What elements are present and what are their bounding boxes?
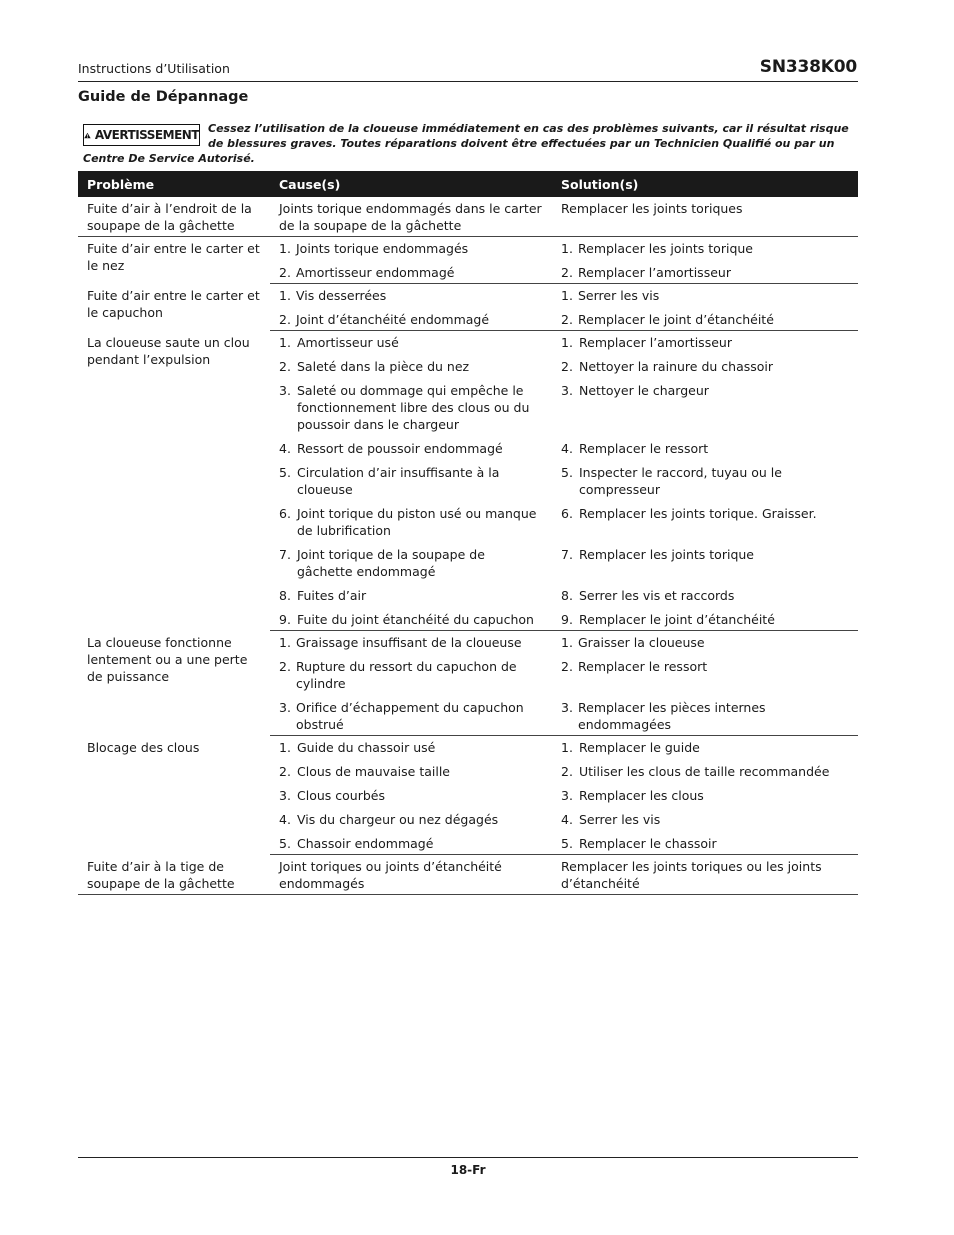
solution-cell xyxy=(552,503,858,544)
solution-item xyxy=(561,835,849,852)
cause-text: Saleté dans la pièce du nez xyxy=(297,359,470,374)
solution-cell xyxy=(552,609,858,631)
solution-text: Remplacer le ressort xyxy=(578,659,708,674)
solution-item xyxy=(561,440,849,457)
solution-text: Serrer les vis xyxy=(578,288,660,303)
cause-text: Chassoir endommagé xyxy=(297,836,434,851)
cause-item xyxy=(279,200,543,234)
solution-text: Graisser la cloueuse xyxy=(578,635,705,650)
cause-number: 6. xyxy=(279,506,291,521)
solution-text: Remplacer les joints torique xyxy=(579,547,754,562)
solution-text: Remplacer les joints toriques xyxy=(561,201,743,216)
solution-number: 4. xyxy=(561,441,573,456)
cause-cell xyxy=(270,809,552,833)
solution-text: Remplacer les clous xyxy=(579,788,704,803)
problem-cell: Fuite d’air entre le carter et le nez xyxy=(87,241,260,273)
table-row xyxy=(78,736,858,762)
cause-item xyxy=(279,858,543,892)
cause-cell xyxy=(270,761,552,785)
cause-item xyxy=(279,699,543,733)
cause-item xyxy=(279,739,543,756)
cause-number: 5. xyxy=(279,465,291,480)
cause-number: 7. xyxy=(279,547,291,562)
solution-cell xyxy=(552,380,858,438)
cause-cell xyxy=(270,736,552,762)
warning-triangle-icon xyxy=(84,129,91,142)
solution-number: 1. xyxy=(561,635,573,650)
cause-cell xyxy=(270,697,552,736)
cause-cell xyxy=(270,785,552,809)
solution-cell xyxy=(552,585,858,609)
solution-text: Remplacer le ressort xyxy=(579,441,709,456)
solution-cell xyxy=(552,284,858,310)
problem-cell: Blocage des clous xyxy=(87,739,200,755)
cause-text: Joints torique endommagés xyxy=(296,241,469,256)
cause-text: Graissage insuffisant de la cloueuse xyxy=(296,635,522,650)
cause-text: Joint torique de la soupape de gâchette endommagé xyxy=(297,547,485,579)
solution-text: Remplacer le chassoir xyxy=(579,836,717,851)
cause-cell xyxy=(270,284,552,310)
header-divider xyxy=(78,81,858,82)
cause-text: Joint toriques ou joints d’étanchéité endommagés xyxy=(279,859,502,891)
cause-item xyxy=(279,358,543,375)
cause-cell xyxy=(270,503,552,544)
cause-cell xyxy=(270,309,552,331)
solution-item xyxy=(561,505,849,522)
solution-text: Remplacer les joints torique xyxy=(578,241,753,256)
cause-text: Joint d’étanchéité endommagé xyxy=(296,312,490,327)
solution-item xyxy=(561,763,849,780)
cause-number: 3. xyxy=(279,788,291,803)
cause-cell xyxy=(270,656,552,697)
cause-number: 4. xyxy=(279,441,291,456)
cause-item xyxy=(279,763,543,780)
solution-item xyxy=(561,382,849,399)
cause-text: Vis desserrées xyxy=(296,288,387,303)
solution-number: 1. xyxy=(561,241,573,256)
problem-cell: La cloueuse fonctionne lentement ou a une perte de puissance xyxy=(87,634,248,684)
cause-number: 3. xyxy=(279,700,291,715)
cause-text: Clous de mauvaise taille xyxy=(297,764,450,779)
solution-text: Remplacer le guide xyxy=(579,740,700,755)
solution-item xyxy=(561,546,849,563)
cause-item xyxy=(279,287,543,304)
cause-number: 1. xyxy=(279,335,291,350)
table-row xyxy=(78,331,858,357)
warning-block xyxy=(83,121,853,166)
solution-text: Remplacer les joints toriques ou les joints d’étanchéité xyxy=(561,859,822,891)
solution-item xyxy=(561,358,849,375)
cause-text: Amortisseur usé xyxy=(297,335,399,350)
solution-cell xyxy=(552,656,858,697)
cause-cell xyxy=(270,609,552,631)
solution-number: 3. xyxy=(561,788,573,803)
solution-item xyxy=(561,658,849,675)
cause-text: Joint torique du piston usé ou manque de lubrification xyxy=(297,506,537,538)
solution-cell xyxy=(552,197,858,237)
solution-item xyxy=(561,587,849,604)
solution-number: 1. xyxy=(561,335,573,350)
cause-number: 5. xyxy=(279,836,291,851)
solution-cell xyxy=(552,462,858,503)
cause-number: 2. xyxy=(279,312,291,327)
solution-number: 1. xyxy=(561,288,573,303)
solution-number: 2. xyxy=(561,659,573,674)
cause-text: Amortisseur endommagé xyxy=(296,265,455,280)
cause-text: Joints torique endommagés dans le carter de la soupape de la gâchette xyxy=(279,201,542,233)
problem-cell: La cloueuse saute un clou pendant l’expulsion xyxy=(87,334,250,367)
cause-number: 1. xyxy=(279,635,291,650)
warning-text: Cessez l’utilisation de la cloueuse immédiatement en cas des problèmes suivants, car il résultat risque de blessures graves. Toutes réparations doivent être effectuées par un Technicien Qualifié ou par un Centre De Service Autorisé. xyxy=(83,122,849,165)
solution-cell xyxy=(552,356,858,380)
cause-cell xyxy=(270,262,552,284)
cause-item xyxy=(279,611,543,628)
solution-cell xyxy=(552,331,858,357)
solution-item xyxy=(561,858,849,892)
table-row xyxy=(78,855,858,895)
cause-text: Vis du chargeur ou nez dégagés xyxy=(297,812,499,827)
cause-cell xyxy=(270,544,552,585)
table-row xyxy=(78,197,858,237)
cause-text: Circulation d’air insuffisante à la cloueuse xyxy=(297,465,500,497)
cause-number: 9. xyxy=(279,612,291,627)
cause-item xyxy=(279,264,543,281)
solution-item xyxy=(561,334,849,351)
cause-item xyxy=(279,658,543,692)
column-header-solutions: Solution(s) xyxy=(552,171,858,197)
solution-text: Utiliser les clous de taille recommandée xyxy=(579,764,830,779)
solution-cell xyxy=(552,833,858,855)
solution-number: 3. xyxy=(561,383,573,398)
cause-cell xyxy=(270,585,552,609)
cause-item xyxy=(279,440,543,457)
solution-item xyxy=(561,811,849,828)
solution-number: 2. xyxy=(561,359,573,374)
cause-cell xyxy=(270,855,552,895)
cause-item xyxy=(279,505,543,539)
solution-cell xyxy=(552,631,858,657)
cause-number: 1. xyxy=(279,241,291,256)
cause-cell xyxy=(270,631,552,657)
section-title: Guide de Dépannage xyxy=(78,89,249,105)
solution-number: 7. xyxy=(561,547,573,562)
cause-item xyxy=(279,546,543,580)
page-number: 18-Fr xyxy=(450,1163,486,1177)
problem-cell: Fuite d’air à la tige de soupape de la gâchette xyxy=(78,855,270,895)
problem-cell: Fuite d’air à l’endroit de la soupape de la gâchette xyxy=(78,197,270,237)
solution-item xyxy=(561,287,849,304)
solution-text: Nettoyer le chargeur xyxy=(579,383,709,398)
cause-number: 2. xyxy=(279,359,291,374)
solution-cell xyxy=(552,736,858,762)
table-header-row xyxy=(78,171,858,197)
cause-number: 1. xyxy=(279,288,291,303)
cause-cell xyxy=(270,462,552,503)
cause-cell xyxy=(270,833,552,855)
cause-cell xyxy=(270,237,552,263)
solution-text: Serrer les vis et raccords xyxy=(579,588,735,603)
solution-number: 5. xyxy=(561,465,573,480)
solution-text: Remplacer les joints torique. Graisser. xyxy=(579,506,817,521)
cause-item xyxy=(279,634,543,651)
solution-number: 2. xyxy=(561,764,573,779)
column-header-causes: Cause(s) xyxy=(270,171,552,197)
cause-item xyxy=(279,311,543,328)
solution-item xyxy=(561,634,849,651)
solution-text: Inspecter le raccord, tuyau ou le compresseur xyxy=(579,465,782,497)
cause-number: 1. xyxy=(279,740,291,755)
table-row xyxy=(78,237,858,263)
solution-text: Remplacer le joint d’étanchéité xyxy=(578,312,774,327)
warning-badge-label: AVERTISSEMENT xyxy=(94,127,199,142)
solution-number: 2. xyxy=(561,265,573,280)
cause-item xyxy=(279,835,543,852)
solution-cell xyxy=(552,237,858,263)
solution-number: 2. xyxy=(561,312,573,327)
header-doc-title: Instructions d’Utilisation xyxy=(78,61,230,76)
solution-cell xyxy=(552,785,858,809)
cause-number: 2. xyxy=(279,659,291,674)
table-row xyxy=(78,284,858,310)
cause-item xyxy=(279,587,543,604)
problem-cell: Fuite d’air entre le carter et le capuchon xyxy=(87,287,260,320)
solution-item xyxy=(561,464,849,498)
cause-item xyxy=(279,240,543,257)
cause-cell xyxy=(270,331,552,357)
cause-item xyxy=(279,334,543,351)
solution-item xyxy=(561,611,849,628)
solution-number: 3. xyxy=(561,700,573,715)
solution-cell xyxy=(552,697,858,736)
cause-item xyxy=(279,811,543,828)
solution-item xyxy=(561,699,849,733)
solution-number: 1. xyxy=(561,740,573,755)
cause-text: Guide du chassoir usé xyxy=(297,740,436,755)
cause-item xyxy=(279,787,543,804)
solution-text: Remplacer les pièces internes endommagées xyxy=(578,700,766,732)
footer-divider xyxy=(78,1157,858,1158)
cause-cell xyxy=(270,438,552,462)
cause-text: Orifice d’échappement du capuchon obstrué xyxy=(296,700,524,732)
solution-text: Remplacer l’amortisseur xyxy=(578,265,731,280)
cause-cell xyxy=(270,356,552,380)
cause-cell xyxy=(270,380,552,438)
solution-cell xyxy=(552,761,858,785)
solution-number: 9. xyxy=(561,612,573,627)
solution-cell xyxy=(552,855,858,895)
solution-number: 4. xyxy=(561,812,573,827)
solution-item xyxy=(561,787,849,804)
cause-text: Saleté ou dommage qui empêche le fonctionnement libre des clous ou du poussoir dans le chargeur xyxy=(297,383,530,432)
solution-number: 6. xyxy=(561,506,573,521)
troubleshooting-table xyxy=(78,171,858,895)
solution-item xyxy=(561,240,849,257)
cause-text: Fuite du joint étanchéité du capuchon xyxy=(297,612,534,627)
solution-cell xyxy=(552,438,858,462)
solution-text: Serrer les vis xyxy=(579,812,661,827)
cause-number: 2. xyxy=(279,265,291,280)
cause-item xyxy=(279,382,543,433)
solution-cell xyxy=(552,262,858,284)
header-model-number: SN338K00 xyxy=(759,57,857,77)
solution-text: Remplacer l’amortisseur xyxy=(579,335,732,350)
solution-item xyxy=(561,311,849,328)
cause-cell xyxy=(270,197,552,237)
solution-text: Nettoyer la rainure du chassoir xyxy=(579,359,774,374)
cause-text: Clous courbés xyxy=(297,788,385,803)
cause-number: 3. xyxy=(279,383,291,398)
solution-number: 8. xyxy=(561,588,573,603)
solution-cell xyxy=(552,544,858,585)
cause-number: 4. xyxy=(279,812,291,827)
solution-number: 5. xyxy=(561,836,573,851)
warning-badge xyxy=(83,124,200,146)
table-row xyxy=(78,631,858,657)
cause-text: Fuites d’air xyxy=(297,588,367,603)
solution-cell xyxy=(552,309,858,331)
solution-item xyxy=(561,200,849,217)
cause-text: Rupture du ressort du capuchon de cylindre xyxy=(296,659,517,691)
column-header-problem: Problème xyxy=(78,171,270,197)
solution-cell xyxy=(552,809,858,833)
solution-text: Remplacer le joint d’étanchéité xyxy=(579,612,775,627)
cause-item xyxy=(279,464,543,498)
solution-item xyxy=(561,264,849,281)
cause-text: Ressort de poussoir endommagé xyxy=(297,441,503,456)
cause-number: 2. xyxy=(279,764,291,779)
cause-number: 8. xyxy=(279,588,291,603)
solution-item xyxy=(561,739,849,756)
